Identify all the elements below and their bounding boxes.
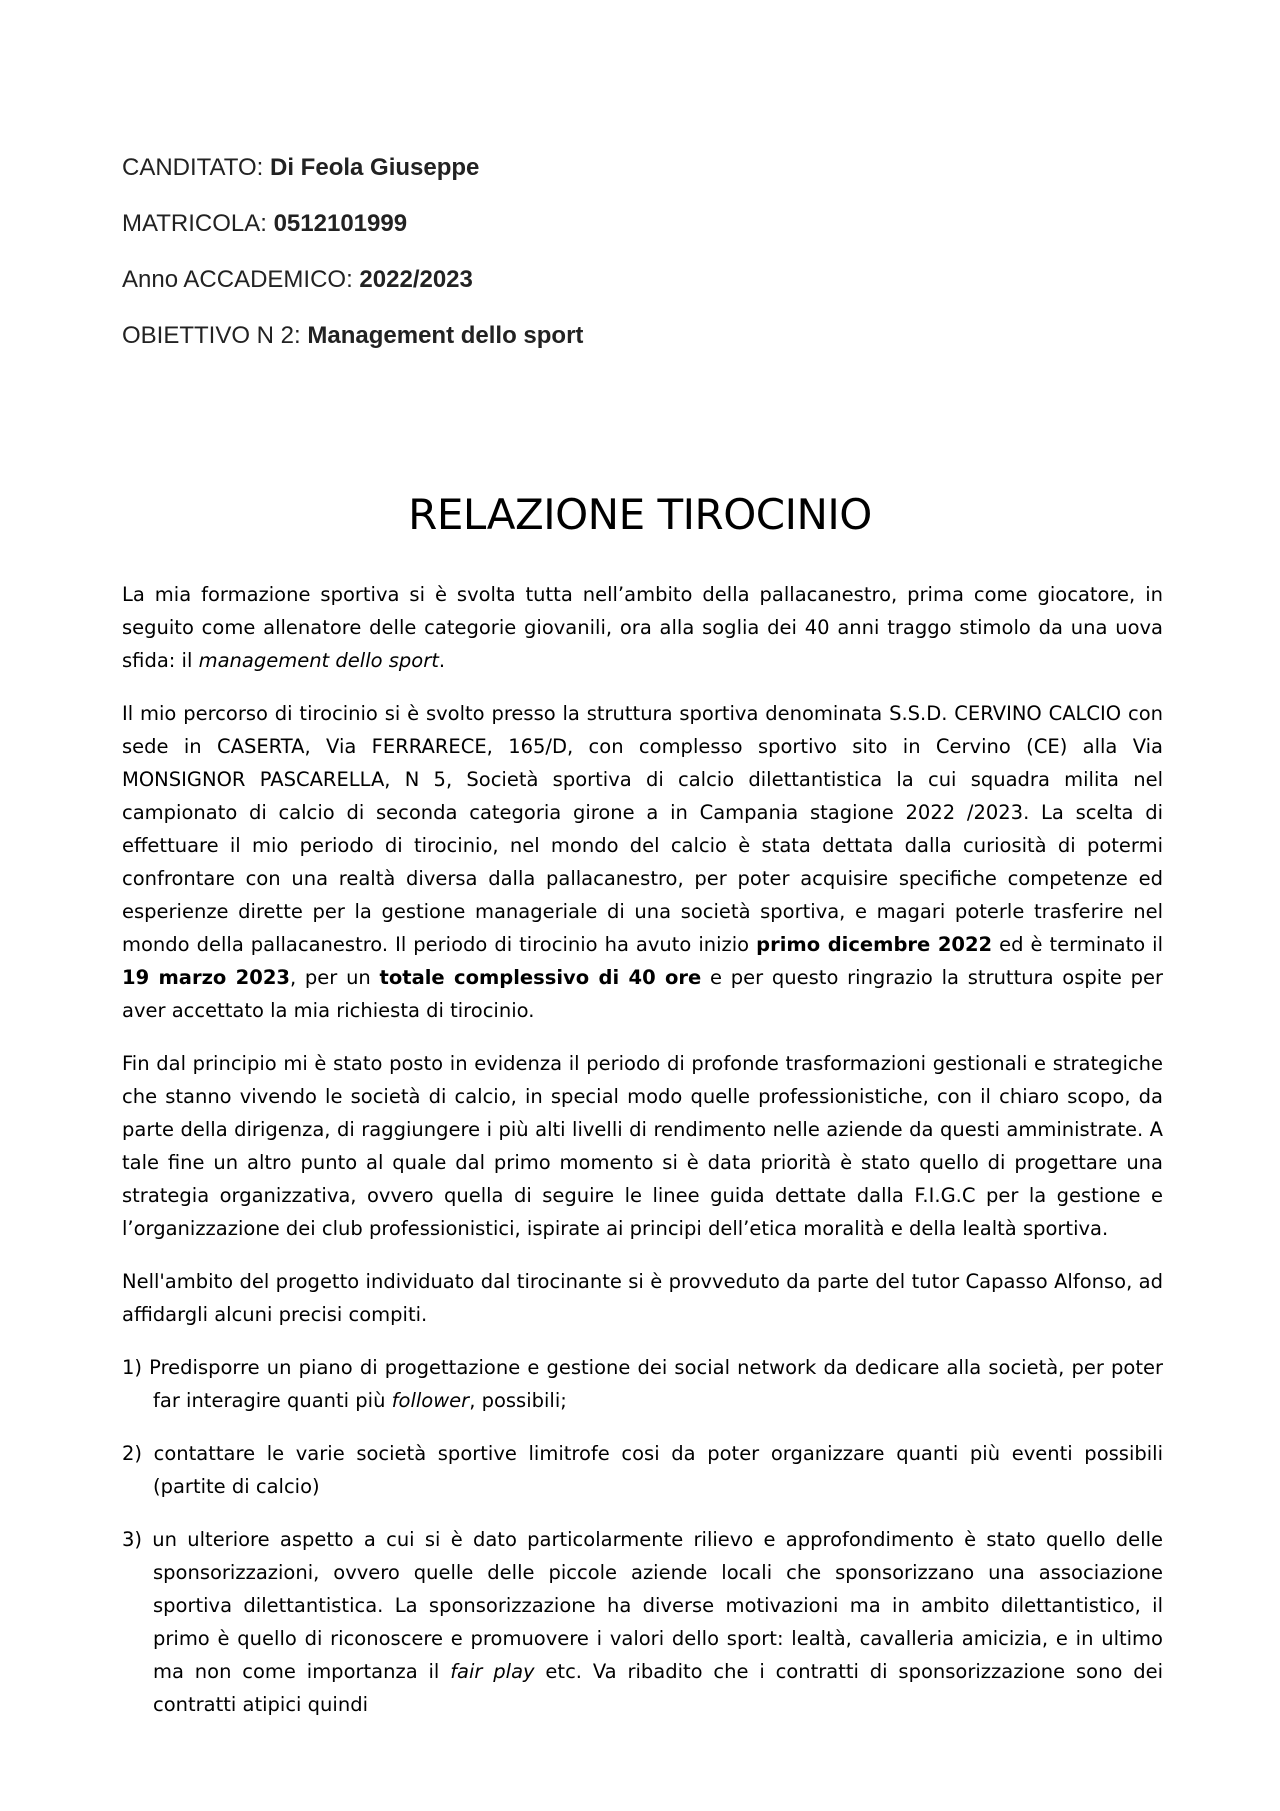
list-item — [122, 1523, 1163, 1721]
matricola-label: MATRICOLA: — [122, 210, 267, 237]
list-item: 2) contattare le varie società sportive limitrofe cosi da poter organizzare quanti più eventi possibili (partite di calcio) — [122, 1442, 1163, 1498]
text-run-italic: fair play — [450, 1660, 535, 1683]
document-body — [122, 578, 1163, 1741]
text-run-italic: management dello sport — [198, 649, 439, 672]
candidate-row — [122, 150, 583, 206]
anno-label: Anno ACCADEMICO: — [122, 266, 353, 293]
paragraph-intro — [122, 578, 1163, 677]
paragraph-percorso — [122, 697, 1163, 1027]
tasks-list — [122, 1351, 1163, 1721]
matricola-value: 0512101999 — [273, 210, 408, 237]
text-run: etc. Va ribadito che i contratti di sponsorizzazione sono dei contratti atipici quindi — [153, 1660, 1164, 1716]
text-run-bold: primo dicembre 2022 — [756, 933, 993, 956]
text-run: 1) Predisporre un piano di progettazione e gestione dei social network da dedicare alla società, per poter far interagire quanti più — [122, 1356, 1163, 1412]
text-run: , possibili; — [469, 1389, 567, 1412]
header-block — [122, 150, 583, 374]
text-run-italic: follower — [391, 1389, 470, 1412]
candidate-label: CANDITATO: — [122, 154, 264, 181]
text-run: La mia formazione sportiva si è svolta tutta nell’ambito della pallacanestro, prima come giocatore, in seguito come allenatore delle categorie giovanili, ora alla soglia dei 40 anni traggo stimolo da una uova sfida: il — [122, 583, 1163, 672]
text-run: , per un — [289, 966, 380, 989]
document-title: RELAZIONE TIROCINIO — [408, 490, 872, 539]
anno-value: 2022/2023 — [359, 266, 473, 293]
anno-row — [122, 262, 583, 318]
paragraph-progetto: Nell'ambito del progetto individuato dal tirocinante si è provveduto da parte del tutor Capasso Alfonso, ad affidargli alcuni precisi compiti. — [122, 1270, 1163, 1326]
candidate-value: Di Feola Giuseppe — [270, 154, 480, 181]
list-item — [122, 1351, 1163, 1417]
obiettivo-row — [122, 318, 583, 374]
text-run: . — [438, 649, 446, 672]
obiettivo-label: OBIETTIVO N 2: — [122, 322, 301, 349]
text-run-bold: 19 marzo 2023 — [122, 966, 290, 989]
text-run: 3) un ulteriore aspetto a cui si è dato particolarmente rilievo e approfondimento è stato quello delle sponsorizzazioni, ovvero quelle delle piccole aziende locali che sponsorizzano una associazione sportiva dilettantistica. La sponsorizzazione ha diverse motivazioni ma in ambito dilettantistico, il primo è quello di riconoscere e promuovere i valori dello sport: lealtà, cavalleria amicizia, e in ultimo ma non come importanza il — [122, 1528, 1163, 1683]
text-run: e per questo ringrazio la struttura ospite per aver accettato la mia richiesta di tirocinio. — [122, 966, 1163, 1022]
text-run: ed è terminato il — [992, 933, 1163, 956]
text-run: Il mio percorso di tirocinio si è svolto presso la struttura sportiva denominata S.S.D. CERVINO CALCIO con sede in CASERTA, Via FERRARECE, 165/D, con complesso sportivo sito in Cervino (CE) alla Via MONSIGNOR PASCARELLA, N 5, Società sportiva di calcio dilettantistica la cui squadra milita nel campionato di calcio di seconda categoria girone a in Campania stagione 2022 /2023. La scelta di effettuare il mio periodo di tirocinio, nel mondo del calcio è stata dettata dalla curiosità di potermi confrontare con una realtà diversa dalla pallacanestro, per poter acquisire specifiche competenze ed esperienze dirette per la gestione manageriale di una società sportiva, e magari poterle trasferire nel mondo della pallacanestro. Il periodo di tirocinio ha avuto inizio — [122, 702, 1163, 956]
paragraph-principio: Fin dal principio mi è stato posto in evidenza il periodo di profonde trasformazioni gestionali e strategiche che stanno vivendo le società di calcio, in special modo quelle professionistiche, con il chiaro scopo, da parte della dirigenza, di raggiungere i più alti livelli di rendimento nelle aziende da questi amministrate. A tale fine un altro punto al quale dal primo momento si è data priorità è stato quello di progettare una strategia organizzativa, ovvero quella di seguire le linee guida dettate dalla F.I.G.C per la gestione e l’organizzazione dei club professionistici, ispirate ai principi dell’etica moralità e della lealtà sportiva. — [122, 1052, 1163, 1240]
matricola-row — [122, 206, 583, 262]
obiettivo-value: Management dello sport — [307, 322, 584, 349]
text-run-bold: totale complessivo di 40 ore — [379, 966, 702, 989]
